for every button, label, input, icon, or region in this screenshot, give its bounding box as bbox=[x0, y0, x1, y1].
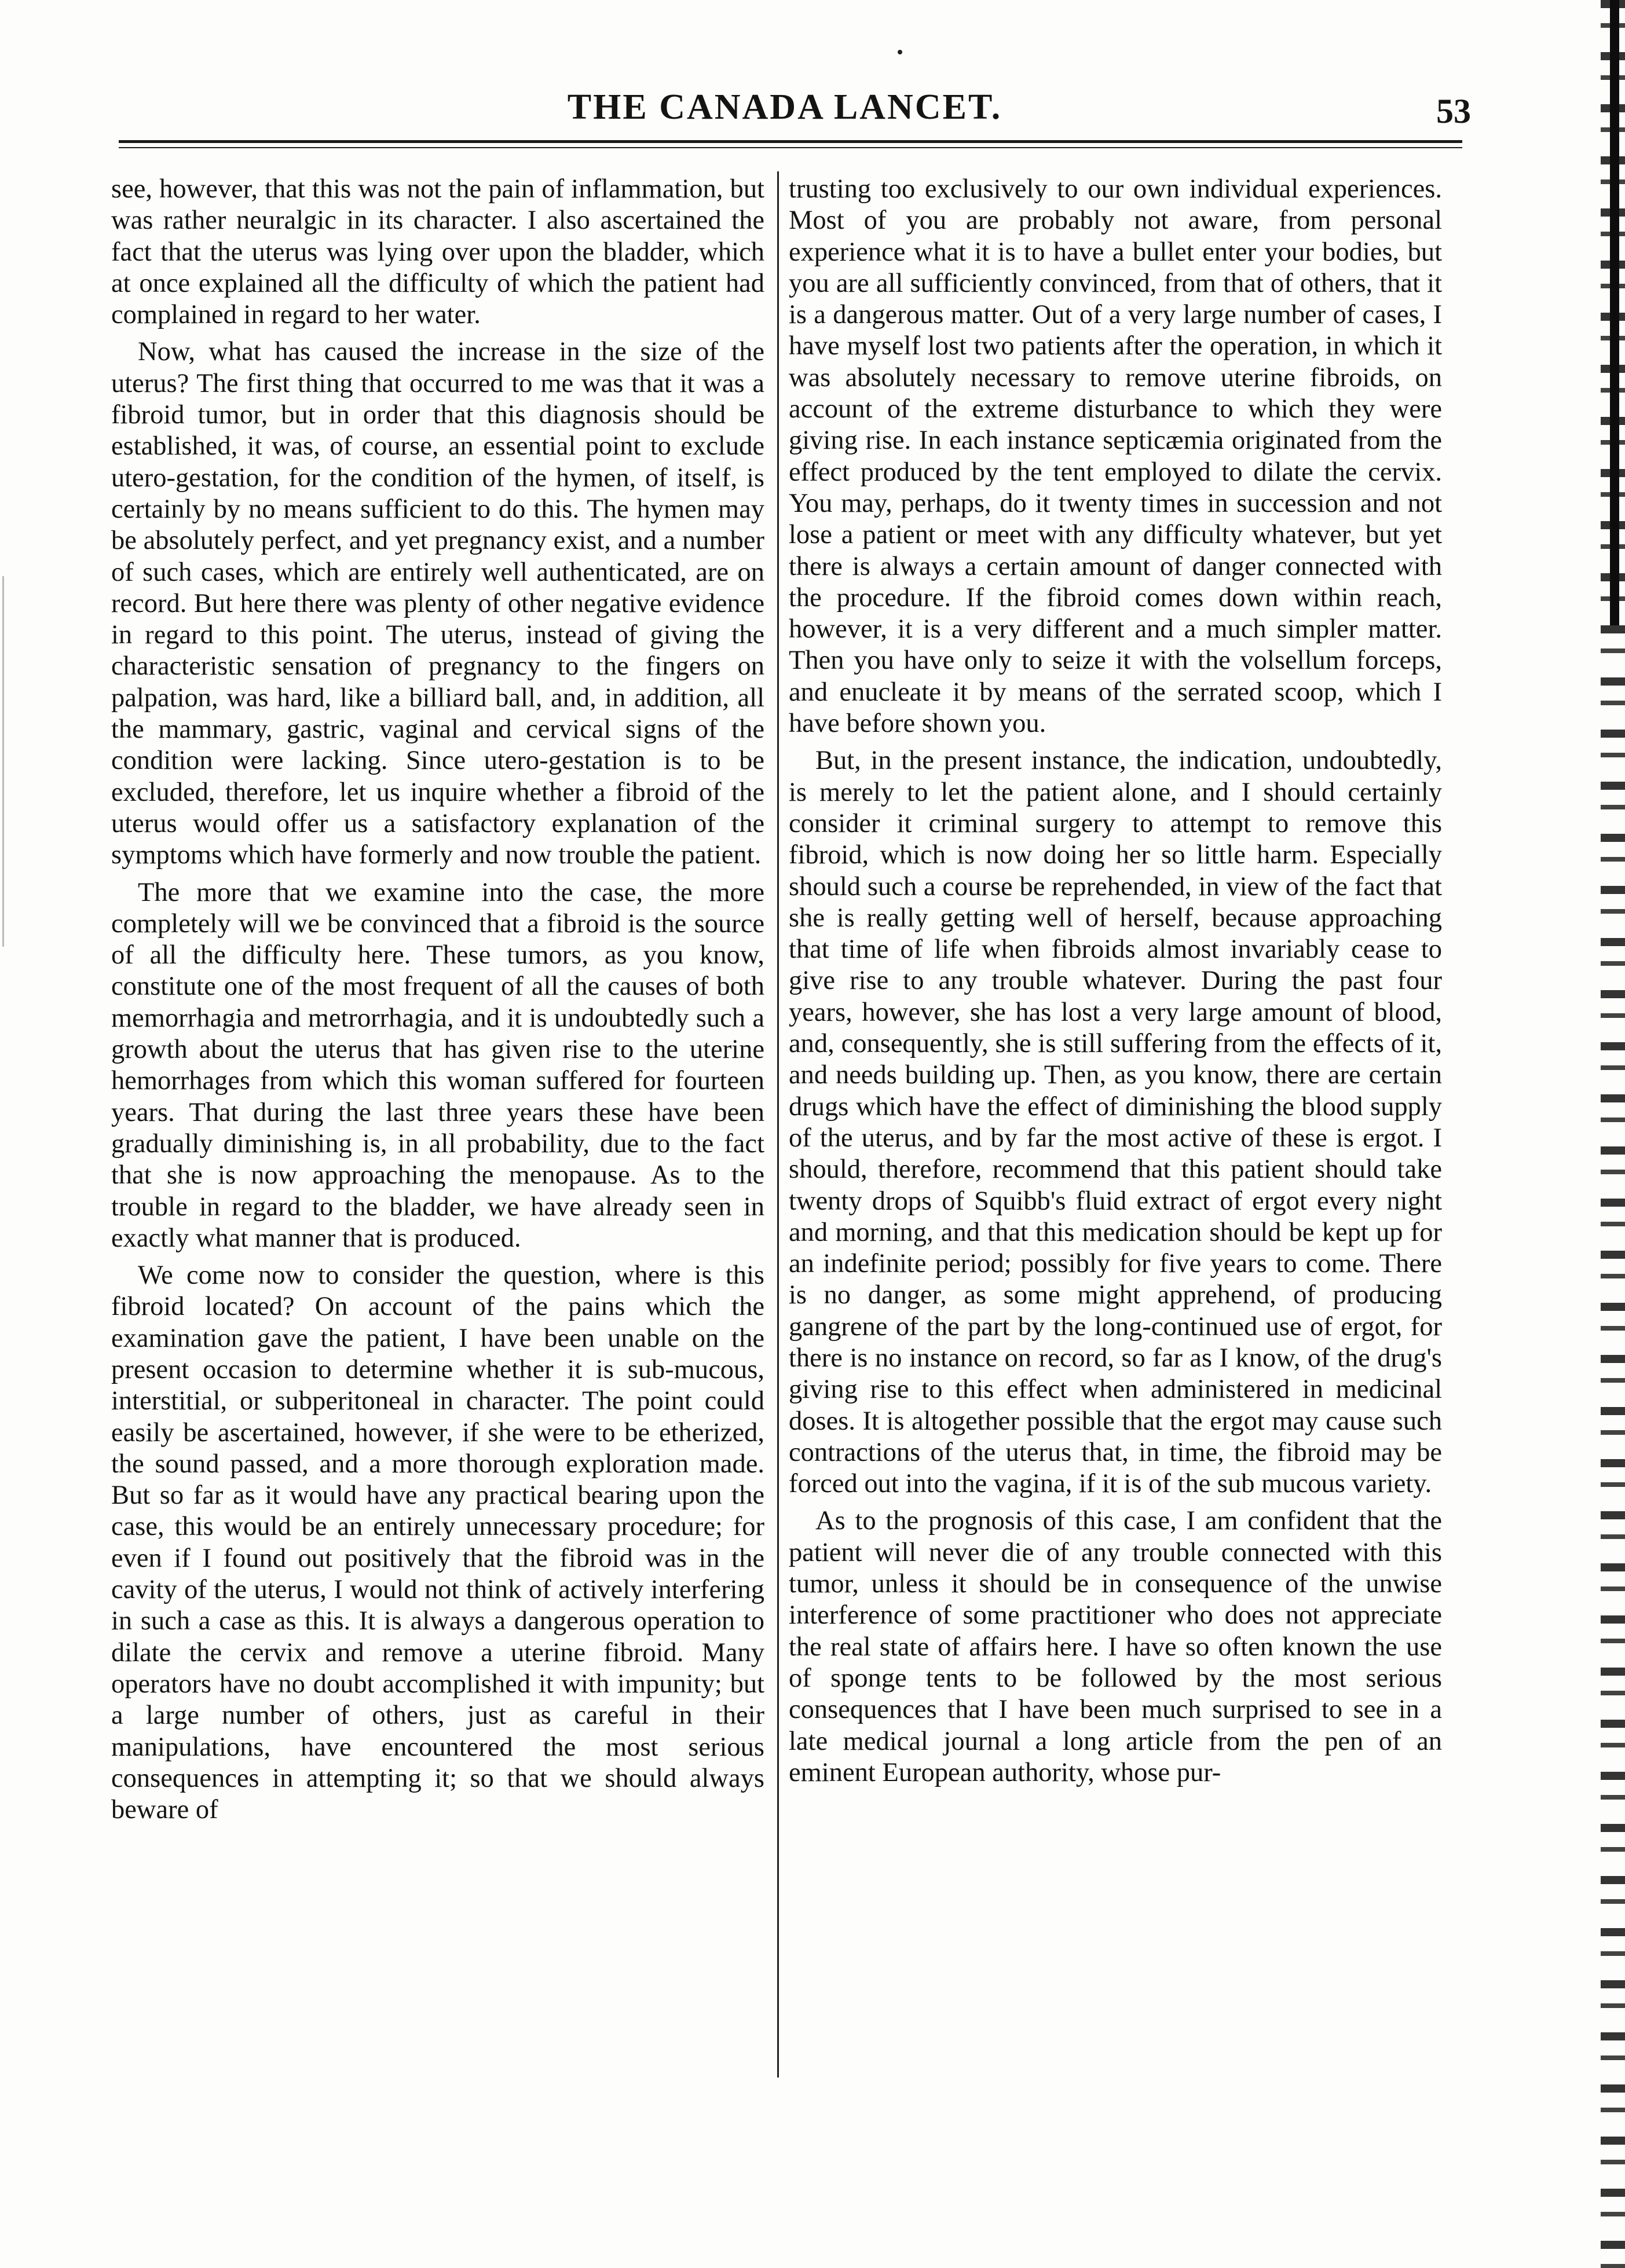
paragraph: As to the prognosis of this case, I am confident that the patient will never die of any trouble connected with this tumor, unless it should be in consequence of the unwise interference of some practitioner who does not appreciate the real state of affairs here. I have so often known the use of sponge tents to be followed by the most serious consequences that I have been much surprised to see in a late medical journal a long article from the pen of an eminent European authority, whose pur- bbox=[789, 1506, 1442, 1787]
paragraph: The more that we examine into the case, the more completely will we be convinced that a fibroid is the source of all the difficulty here. These tumors, as you know, constitute one of the most frequent of all the causes of both memorrhagia and metrorrhagia, and it is undoubtedly such a growth about the uterus that has given rise to the uterine hemorrhages from which this woman suffered for fourteen years. That during the last three years these have been gradually diminishing is, in all probability, due to the fact that she is now approaching the menopause. As to the trouble in regard to the bladder, we have already seen in exactly what manner that is produced. bbox=[111, 877, 764, 1253]
left-column bbox=[111, 174, 764, 2073]
scan-edge-bar bbox=[1610, 0, 1619, 625]
page-number: 53 bbox=[1436, 92, 1471, 130]
ink-dot bbox=[898, 50, 902, 54]
paragraph: see, however, that this was not the pain of inflammation, but was rather neuralgic in its character. I also ascertained the fact that the uterus was lying over upon the bladder, which at once explained all the difficulty of which the patient had complained in regard to her water. bbox=[111, 174, 764, 330]
column-divider bbox=[777, 171, 779, 2078]
paragraph: We come now to consider the question, where is this fibroid located? On account of the pains which the examination gave the patient, I have been unable on the present occasion to determine whether it is sub-mucous, interstitial, or subperitoneal in character. The point could easily be ascertained, however, if she were to be etherized, the sound passed, and a more thorough exploration made. But so far as it would have any practical bearing upon the case, this would be an entirely unnecessary procedure; for even if I found out positively that the fibroid was in the cavity of the uterus, I would not think of actively interfering in such a case as this. It is always a dangerous operation to dilate the cervix and remove a uterine fibroid. Many operators have no doubt accomplished it with impunity; but a large number of others, just as careful in their manipulations, have encountered the most serious consequences in attempting it; so that we should always beware of bbox=[111, 1261, 764, 1825]
header-rule-thin bbox=[119, 147, 1462, 148]
paragraph: Now, what has caused the increase in the size of the uterus? The first thing that occurred to me was that it was a fibroid tumor, but in order that this diagnosis should be established, it was, of course, an essential point to exclude utero-gestation, for the condition of the hymen, of itself, is certainly by no means sufficient to do this. The hymen may be absolutely perfect, and yet pregnancy exist, and a number of such cases, which are entirely well authenticated, are on record. But here there was plenty of other negative evidence in regard to this point. The uterus, instead of giving the characteristic sensation of pregnancy to the fingers on palpation, was hard, like a billiard ball, and, in addition, all the mammary, gastric, vaginal and cervical signs of the condition were lacking. Since utero-gestation is to be excluded, therefore, let us inquire whether a fibroid of the uterus would offer us a satisfactory explanation of the symptoms which have formerly and now trouble the patient. bbox=[111, 337, 764, 870]
running-header bbox=[119, 87, 1471, 139]
paragraph: But, in the present instance, the indication, undoubtedly, is merely to let the patient alone, and I should certainly consider it criminal surgery to attempt to remove this fibroid, which is now doing her so little harm. Especially should such a course be reprehended, in view of the fact that she is really getting well of herself, because approaching that time of life when fibroids almost invariably cease to give rise to any trouble whatever. During the past four years, however, she has lost a very large amount of blood, and, consequently, she is still suffering from the effects of it, and needs building up. Then, as you know, there are certain drugs which have the effect of diminishing the blood supply of the uterus, and by far the most active of these is ergot. I should, therefore, recommend that this patient should take twenty drops of Squibb's fluid extract of ergot every night and morning, and that this medication should be kept up for an indefinite period; possibly for five years to come. There is no danger, as some might apprehend, of producing gangrene of the part by the long-continued use of ergot, for there is no instance on record, so far as I know, of the drug's giving rise to this effect when administered in medicinal doses. It is altogether possible that the ergot may cause such contractions of the uterus that, in time, the fibroid may be forced out into the vagina, if it is of the sub mucous variety. bbox=[789, 746, 1442, 1499]
paragraph: trusting too exclusively to our own individual experiences. Most of you are probably not aware, from personal experience what it is to have a bullet enter your bodies, but you are all sufficiently convinced, from that of others, that it is a dangerous matter. Out of a very large number of cases, I have myself lost two patients after the operation, in which it was absolutely necessary to remove uterine fibroids, on account of the extreme disturbance to which they were giving rise. In each instance septicæmia originated from the effect produced by the tent employed to dilate the cervix. You may, perhaps, do it twenty times in succession and not lose a patient or meet with any difficulty whatever, but yet there is always a certain amount of danger connected with the procedure. If the fibroid comes down within reach, however, it is a very different and a much simpler matter. Then you have only to seize it with the volsellum forceps, and enucleate it by means of the serrated scoop, which I have before shown you. bbox=[789, 174, 1442, 739]
header-rule-thick bbox=[119, 140, 1462, 143]
scan-margin-line bbox=[2, 576, 4, 947]
right-column bbox=[789, 174, 1442, 2073]
journal-title: THE CANADA LANCET. bbox=[567, 87, 1002, 127]
